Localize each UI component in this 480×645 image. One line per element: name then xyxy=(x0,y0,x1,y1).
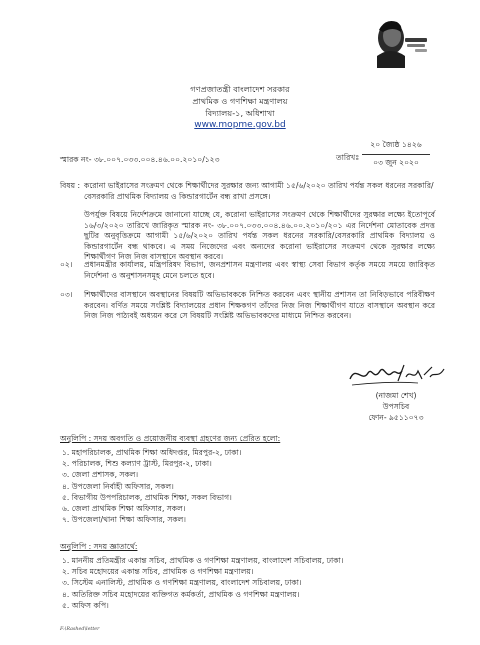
signer-title: উপসচিব xyxy=(382,402,410,411)
intro-paragraph xyxy=(60,210,435,263)
signer-phone: ফোন- ৯৫১১০৭৩ xyxy=(368,413,424,422)
paragraph-2 xyxy=(60,260,435,281)
list-item: ১. মাননীয় প্রতিমন্ত্রীর একান্ত সচিব, প্রাথমিক ও গণশিক্ষা মন্ত্রণালয়, বাংলাদেশ সচিবালয়, ঢাকা। xyxy=(62,556,344,565)
list-item: ৪. উপজেলা নির্বাহী অফিসার, সকল। xyxy=(62,481,174,491)
date-block xyxy=(362,139,430,170)
list-item: ২. পরিচালক, শিশু কল্যাণ ট্রাস্ট, মিরপুর-২, ঢাকা। xyxy=(62,459,212,469)
file-path-footer: F:\Rashed\letter xyxy=(60,627,100,632)
distribution-list-info xyxy=(62,555,343,611)
list-item: ৬. জেলা প্রাথমিক শিক্ষা অফিসার, সকল। xyxy=(62,504,186,514)
list-item: ৩. জেলা প্রশাসক, সকল। xyxy=(62,470,139,480)
paragraph-number: ০৩। xyxy=(60,290,73,299)
distribution-list-action xyxy=(62,447,241,525)
handwritten-signature xyxy=(348,359,448,389)
paragraph-3 xyxy=(60,290,435,322)
signer-name: (নাজমা শেখ) xyxy=(375,391,417,400)
date-label: তারিখঃ xyxy=(336,153,360,162)
list-item: ৭. উপজেলা/থানা শিক্ষা অফিসার, সকল। xyxy=(62,515,187,525)
ministry-title: প্রাথমিক ও গণশিক্ষা মন্ত্রণালয় xyxy=(192,96,288,106)
list-item: ৪. অতিরিক্ত সচিব মহোদয়ের ব্যক্তিগত কর্মকর্তা, প্রাথমিক ও গণশিক্ষা মন্ত্রণালয়। xyxy=(62,589,300,599)
subject-text: করোনা ভাইরাসের সংক্রমণ থেকে শিক্ষার্থীদের সুরক্ষার জন্য আগামী ১৫/৬/২০২০ তারিখ পর্যন্ত সকল ধরনের সরকারি/বেসরকারি প্রাথমিক বিদ্যালয় ও কিন্ডারগার্টেন বন্ধ রাখা প্রসঙ্গে। xyxy=(84,181,434,201)
distribution-title-info: অনুলিপি : সদয় জ্ঞাতার্থে: xyxy=(60,542,138,551)
distribution-title-action: অনুলিপি : সদয় অবগতি ও প্রয়োজনীয় ব্যবস্থা গ্রহণের জন্য প্রেরিত হলো: xyxy=(60,434,281,443)
paragraph-text: শিক্ষার্থীদের বাসস্থানে অবস্থানের বিষয়টি অভিভাবককে নিশ্চিত করবেন এবং স্থানীয় প্রশাসন তা নিবিড়ভাবে পরিবীক্ষণ করবেন। বর্ণিত সময়ে সংশ্লিষ্ট বিদ্যালয়ের প্রধান শিক্ষকগণ তাঁদের নিজ নিজ শিক্ষার্থীগণ যাতে বাসস্থানে অবস্থান করে নিজ নিজ পাঠ্যবই অধ্যয়ন করে সে বিষয়টি সংশ্লিষ্ট অভিভাবকদের মাধ্যমে নিশ্চিত করবেন। xyxy=(84,290,435,320)
date-bengali: ২০ জ্যৈষ্ঠ ১৪২৬ xyxy=(362,139,430,155)
section-title: বিদ্যালয়-১, অধিশাখা xyxy=(205,108,275,118)
memo-number: স্মারক নং- ৩৮.০০৭.০৩৩.০০৪.৪৬.০০.২০১০/১২৩ xyxy=(60,155,220,164)
list-item: ৩. সিস্টেম এনালিস্ট, প্রাথমিক ও গণশিক্ষা মন্ত্রণালয়, বাংলাদেশ সচিবালয়, ঢাকা। xyxy=(62,578,302,588)
list-item: ৫. অফিস কপি। xyxy=(62,600,109,610)
subject-line xyxy=(60,181,435,202)
list-item: ১. মহাপরিচালক, প্রাথমিক শিক্ষা অধিদপ্তর, মিরপুর-২, ঢাকা। xyxy=(62,448,242,457)
intro-text: উপর্যুক্ত বিষয়ে নির্দেশক্রমে জানানো যাচ্ছে যে, করোনা ভাইরাসের সংক্রমণ থেকে শিক্ষার্থীদের সুরক্ষার লক্ষ্যে ইতোপূর্বে ১৬/৩/২০২০ তারিখে জারিকৃত স্মারক নং- ৩৮.০০৭.০৩৩.০০৪.৪৬.০০.২০১০/২০১ এর নির্দেশনা মোতাবেক প্রদত্ত ছুটির অনুবৃত্তিক্রমে আগামী ১৫/৬/২০২০ তারিখ পর্যন্ত সকল ধরনের সরকারি/বেসরকারি প্রাথমিক বিদ্যালয় ও কিন্ডারগার্টেন বন্ধ থাকবে। এ সময় নিজেদের এবং অন্যদের করোনা ভাইরাসের সংক্রমণ থেকে সুরক্ষার লক্ষ্যে শিক্ষার্থীগণ নিজ নিজ বাসস্থানে অবস্থান করবে। xyxy=(84,210,435,261)
list-item: ২. সচিব মহোদয়ের একান্ত সচিব, প্রাথমিক ও গণশিক্ষা মন্ত্রণালয়। xyxy=(62,567,254,577)
subject-label: বিষয় : xyxy=(60,181,81,190)
letterhead xyxy=(0,83,480,131)
portrait-logo-icon xyxy=(371,8,433,70)
paragraph-number: ০২। xyxy=(60,260,73,269)
list-item: ৫. বিভাগীয় উপপরিচালক, প্রাথমিক শিক্ষা, সকল বিভাগ। xyxy=(62,492,232,502)
date-english: ০৩ জুন ২০২০ xyxy=(373,158,419,167)
paragraph-text: প্রধানমন্ত্রীর কার্যালয়, মন্ত্রিপরিষদ বিভাগ, জনপ্রশাসন মন্ত্রণালয় এবং স্বাস্থ্য সেবা বিভাগ কর্তৃক সময়ে সময়ে জারিকৃত নির্দেশনা ও অনুশাসনসমূহ মেনে চলতে হবে। xyxy=(84,260,435,280)
government-title: গণপ্রজাতন্ত্রী বাংলাদেশ সরকার xyxy=(190,84,290,94)
website-link[interactable]: www.mopme.gov.bd xyxy=(194,120,286,130)
